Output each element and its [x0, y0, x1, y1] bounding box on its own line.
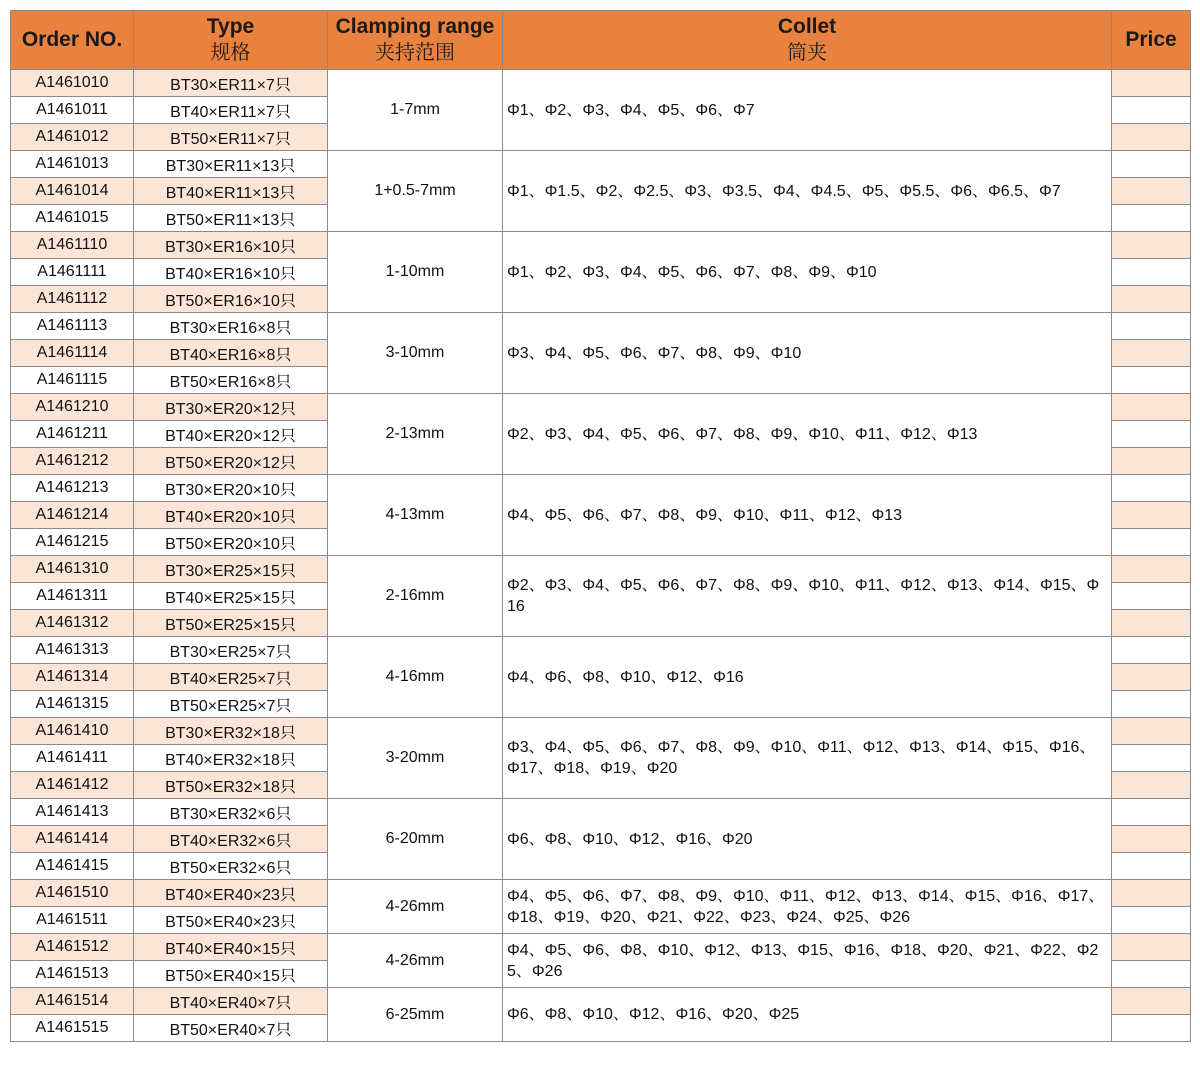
- header-price: [1112, 11, 1191, 70]
- order-number-cell: A1461113: [11, 313, 134, 340]
- clamping-range-cell: 3-10mm: [328, 313, 503, 394]
- type-cell: BT50×ER11×13只: [134, 205, 328, 232]
- order-number-cell: A1461312: [11, 610, 134, 637]
- order-number-cell: A1461214: [11, 502, 134, 529]
- price-cell: [1112, 610, 1191, 637]
- type-cell: BT40×ER25×7只: [134, 664, 328, 691]
- order-number-cell: A1461415: [11, 853, 134, 880]
- order-number-cell: A1461412: [11, 772, 134, 799]
- type-cell: BT30×ER11×13只: [134, 151, 328, 178]
- price-cell: [1112, 394, 1191, 421]
- header-type-en: Type: [206, 15, 255, 38]
- order-number-cell: A1461411: [11, 745, 134, 772]
- clamping-range-cell: 4-26mm: [328, 880, 503, 934]
- order-number-cell: A1461413: [11, 799, 134, 826]
- price-cell: [1112, 286, 1191, 313]
- type-cell: BT40×ER40×23只: [134, 880, 328, 907]
- type-cell: BT30×ER16×10只: [134, 232, 328, 259]
- collet-cell: Φ4、Φ5、Φ6、Φ8、Φ10、Φ12、Φ13、Φ15、Φ16、Φ18、Φ20、Φ21、Φ22、Φ25、Φ26: [503, 934, 1112, 988]
- price-cell: [1112, 988, 1191, 1015]
- price-cell: [1112, 124, 1191, 151]
- type-cell: BT30×ER32×18只: [134, 718, 328, 745]
- type-cell: BT40×ER11×13只: [134, 178, 328, 205]
- price-cell: [1112, 1015, 1191, 1042]
- header-range: [328, 11, 503, 70]
- price-cell: [1112, 718, 1191, 745]
- type-cell: BT50×ER32×18只: [134, 772, 328, 799]
- collet-cell: Φ1、Φ1.5、Φ2、Φ2.5、Φ3、Φ3.5、Φ4、Φ4.5、Φ5、Φ5.5、Φ6、Φ6.5、Φ7: [503, 151, 1112, 232]
- table-row: [11, 880, 1191, 907]
- table-row: [11, 556, 1191, 583]
- header-range-cn: 夹持范围: [375, 42, 455, 64]
- header-collet-cn: 筒夹: [787, 42, 827, 64]
- price-cell: [1112, 448, 1191, 475]
- type-cell: BT30×ER20×10只: [134, 475, 328, 502]
- clamping-range-cell: 2-16mm: [328, 556, 503, 637]
- type-cell: BT50×ER40×23只: [134, 907, 328, 934]
- price-cell: [1112, 772, 1191, 799]
- order-number-cell: A1461013: [11, 151, 134, 178]
- order-number-cell: A1461512: [11, 934, 134, 961]
- table-row: [11, 232, 1191, 259]
- order-number-cell: A1461315: [11, 691, 134, 718]
- type-cell: BT30×ER11×7只: [134, 70, 328, 97]
- order-number-cell: A1461211: [11, 421, 134, 448]
- table-row: [11, 988, 1191, 1015]
- type-cell: BT40×ER40×7只: [134, 988, 328, 1015]
- type-cell: BT50×ER11×7只: [134, 124, 328, 151]
- type-cell: BT50×ER25×15只: [134, 610, 328, 637]
- price-cell: [1112, 637, 1191, 664]
- clamping-range-cell: 4-16mm: [328, 637, 503, 718]
- header-type: [134, 11, 328, 70]
- type-cell: BT50×ER40×15只: [134, 961, 328, 988]
- table-row: [11, 718, 1191, 745]
- table-row: [11, 70, 1191, 97]
- order-number-cell: A1461210: [11, 394, 134, 421]
- order-number-cell: A1461514: [11, 988, 134, 1015]
- clamping-range-cell: 4-26mm: [328, 934, 503, 988]
- collet-cell: Φ2、Φ3、Φ4、Φ5、Φ6、Φ7、Φ8、Φ9、Φ10、Φ11、Φ12、Φ13: [503, 394, 1112, 475]
- price-cell: [1112, 583, 1191, 610]
- header-type-cn: 规格: [210, 42, 251, 64]
- order-number-cell: A1461110: [11, 232, 134, 259]
- table-row: [11, 394, 1191, 421]
- order-number-cell: A1461314: [11, 664, 134, 691]
- price-cell: [1112, 907, 1191, 934]
- type-cell: BT40×ER20×12只: [134, 421, 328, 448]
- price-cell: [1112, 880, 1191, 907]
- price-cell: [1112, 664, 1191, 691]
- order-number-cell: A1461212: [11, 448, 134, 475]
- collet-cell: Φ4、Φ6、Φ8、Φ10、Φ12、Φ16: [503, 637, 1112, 718]
- order-number-cell: A1461015: [11, 205, 134, 232]
- type-cell: BT40×ER11×7只: [134, 97, 328, 124]
- table-body: [11, 70, 1191, 1042]
- collet-cell: Φ3、Φ4、Φ5、Φ6、Φ7、Φ8、Φ9、Φ10: [503, 313, 1112, 394]
- clamping-range-cell: 1-10mm: [328, 232, 503, 313]
- price-cell: [1112, 502, 1191, 529]
- price-cell: [1112, 421, 1191, 448]
- table-row: [11, 151, 1191, 178]
- price-cell: [1112, 151, 1191, 178]
- type-cell: BT50×ER16×8只: [134, 367, 328, 394]
- type-cell: BT50×ER40×7只: [134, 1015, 328, 1042]
- price-cell: [1112, 70, 1191, 97]
- type-cell: BT30×ER25×15只: [134, 556, 328, 583]
- price-cell: [1112, 97, 1191, 124]
- order-number-cell: A1461215: [11, 529, 134, 556]
- collet-cell: Φ4、Φ5、Φ6、Φ7、Φ8、Φ9、Φ10、Φ11、Φ12、Φ13、Φ14、Φ15、Φ16、Φ17、Φ18、Φ19、Φ20、Φ21、Φ22、Φ23、Φ24、Φ25、Φ26: [503, 880, 1112, 934]
- header-collet-en: Collet: [777, 15, 837, 38]
- order-number-cell: A1461310: [11, 556, 134, 583]
- clamping-range-cell: 6-25mm: [328, 988, 503, 1042]
- type-cell: BT50×ER20×10只: [134, 529, 328, 556]
- collet-cell: Φ1、Φ2、Φ3、Φ4、Φ5、Φ6、Φ7: [503, 70, 1112, 151]
- order-number-cell: A1461114: [11, 340, 134, 367]
- price-cell: [1112, 259, 1191, 286]
- price-cell: [1112, 340, 1191, 367]
- collet-cell: Φ1、Φ2、Φ3、Φ4、Φ5、Φ6、Φ7、Φ8、Φ9、Φ10: [503, 232, 1112, 313]
- table-row: [11, 637, 1191, 664]
- price-cell: [1112, 826, 1191, 853]
- type-cell: BT30×ER20×12只: [134, 394, 328, 421]
- collet-cell: Φ6、Φ8、Φ10、Φ12、Φ16、Φ20: [503, 799, 1112, 880]
- type-cell: BT30×ER16×8只: [134, 313, 328, 340]
- order-number-cell: A1461213: [11, 475, 134, 502]
- clamping-range-cell: 1+0.5-7mm: [328, 151, 503, 232]
- type-cell: BT40×ER20×10只: [134, 502, 328, 529]
- order-number-cell: A1461014: [11, 178, 134, 205]
- table-row: [11, 475, 1191, 502]
- price-cell: [1112, 367, 1191, 394]
- price-cell: [1112, 691, 1191, 718]
- type-cell: BT50×ER16×10只: [134, 286, 328, 313]
- type-cell: BT50×ER32×6只: [134, 853, 328, 880]
- order-number-cell: A1461410: [11, 718, 134, 745]
- header-row: [11, 11, 1191, 70]
- type-cell: BT40×ER25×15只: [134, 583, 328, 610]
- order-number-cell: A1461515: [11, 1015, 134, 1042]
- header-range-en: Clamping range: [335, 15, 495, 38]
- price-cell: [1112, 529, 1191, 556]
- table-row: [11, 934, 1191, 961]
- clamping-range-cell: 1-7mm: [328, 70, 503, 151]
- order-number-cell: A1461112: [11, 286, 134, 313]
- price-cell: [1112, 475, 1191, 502]
- header-order-label: Order NO.: [21, 28, 123, 51]
- collet-cell: Φ6、Φ8、Φ10、Φ12、Φ16、Φ20、Φ25: [503, 988, 1112, 1042]
- collet-cell: Φ3、Φ4、Φ5、Φ6、Φ7、Φ8、Φ9、Φ10、Φ11、Φ12、Φ13、Φ14、Φ15、Φ16、Φ17、Φ18、Φ19、Φ20: [503, 718, 1112, 799]
- clamping-range-cell: 3-20mm: [328, 718, 503, 799]
- type-cell: BT40×ER16×10只: [134, 259, 328, 286]
- price-cell: [1112, 961, 1191, 988]
- type-cell: BT40×ER32×6只: [134, 826, 328, 853]
- price-cell: [1112, 232, 1191, 259]
- order-number-cell: A1461012: [11, 124, 134, 151]
- order-number-cell: A1461311: [11, 583, 134, 610]
- clamping-range-cell: 4-13mm: [328, 475, 503, 556]
- type-cell: BT50×ER20×12只: [134, 448, 328, 475]
- table-row: [11, 799, 1191, 826]
- order-number-cell: A1461010: [11, 70, 134, 97]
- type-cell: BT40×ER32×18只: [134, 745, 328, 772]
- order-number-cell: A1461313: [11, 637, 134, 664]
- order-number-cell: A1461111: [11, 259, 134, 286]
- table-row: [11, 313, 1191, 340]
- type-cell: BT40×ER40×15只: [134, 934, 328, 961]
- price-cell: [1112, 799, 1191, 826]
- clamping-range-cell: 2-13mm: [328, 394, 503, 475]
- price-cell: [1112, 205, 1191, 232]
- clamping-range-cell: 6-20mm: [328, 799, 503, 880]
- price-cell: [1112, 745, 1191, 772]
- order-number-cell: A1461513: [11, 961, 134, 988]
- header-collet: [503, 11, 1112, 70]
- order-number-cell: A1461115: [11, 367, 134, 394]
- price-cell: [1112, 313, 1191, 340]
- order-number-cell: A1461511: [11, 907, 134, 934]
- type-cell: BT30×ER25×7只: [134, 637, 328, 664]
- price-cell: [1112, 178, 1191, 205]
- collet-cell: Φ4、Φ5、Φ6、Φ7、Φ8、Φ9、Φ10、Φ11、Φ12、Φ13: [503, 475, 1112, 556]
- order-number-cell: A1461510: [11, 880, 134, 907]
- type-cell: BT40×ER16×8只: [134, 340, 328, 367]
- price-cell: [1112, 934, 1191, 961]
- price-cell: [1112, 853, 1191, 880]
- header-price-label: Price: [1125, 28, 1177, 51]
- type-cell: BT30×ER32×6只: [134, 799, 328, 826]
- price-table: [10, 10, 1191, 1042]
- order-number-cell: A1461011: [11, 97, 134, 124]
- order-number-cell: A1461414: [11, 826, 134, 853]
- header-order: [11, 11, 134, 70]
- collet-cell: Φ2、Φ3、Φ4、Φ5、Φ6、Φ7、Φ8、Φ9、Φ10、Φ11、Φ12、Φ13、Φ14、Φ15、Φ16: [503, 556, 1112, 637]
- type-cell: BT50×ER25×7只: [134, 691, 328, 718]
- price-cell: [1112, 556, 1191, 583]
